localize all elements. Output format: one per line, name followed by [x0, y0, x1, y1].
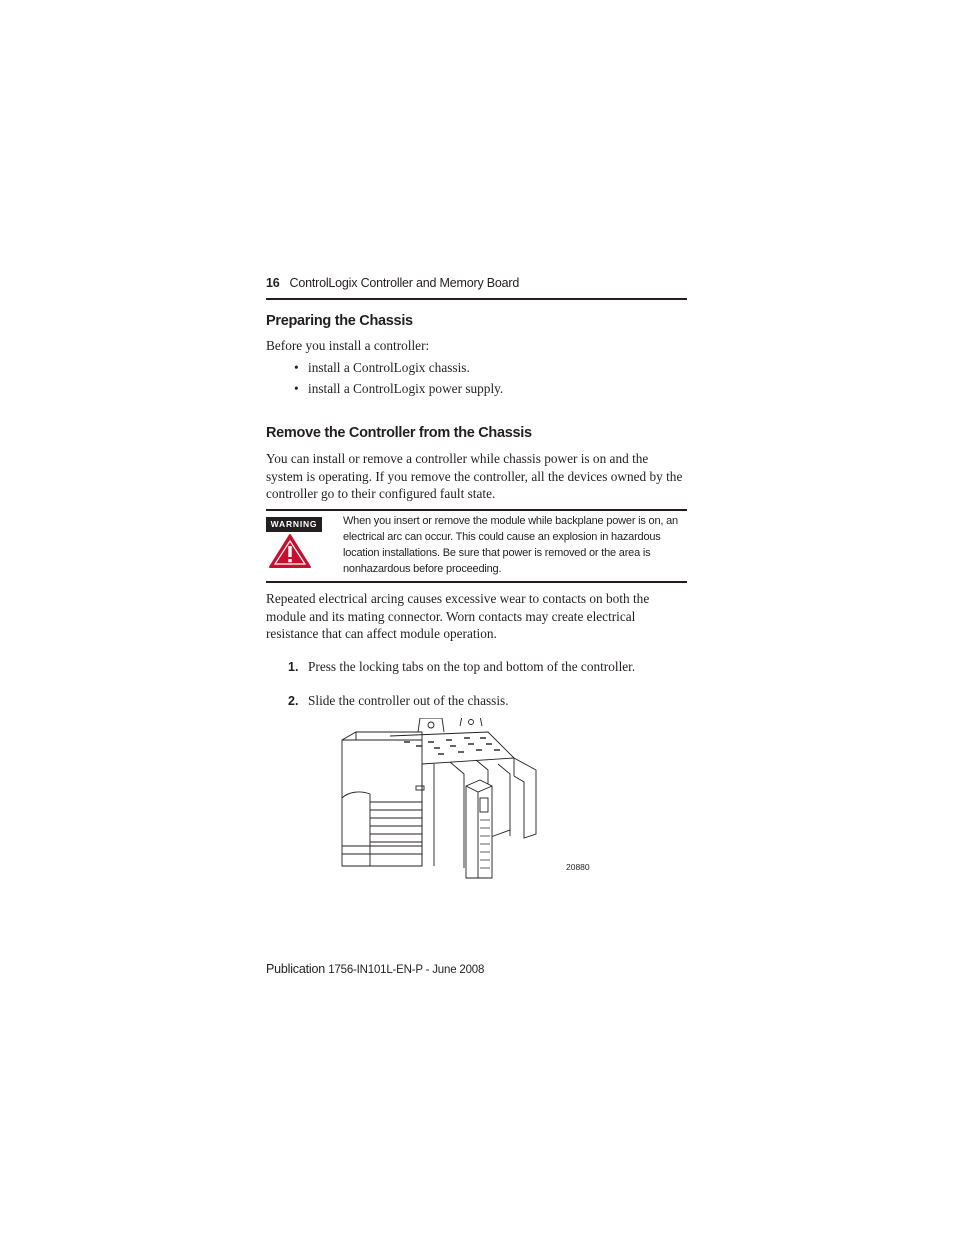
- page-footer: [266, 962, 484, 976]
- step-text: Slide the controller out of the chassis.: [308, 693, 509, 708]
- warning-text: When you insert or remove the module while backplane power is on, an electrical arc can occur. This could cause an explosion in hazardous location installations. Be sure that power is removed or the area is nonhazardous before proceeding.: [343, 515, 678, 575]
- intro-text: Before you install a controller:: [266, 338, 430, 353]
- warning-bottom-rule: [266, 581, 687, 583]
- section-heading-preparing: Preparing the Chassis: [266, 313, 413, 329]
- bullet-icon: •: [294, 381, 299, 396]
- step-item: [288, 659, 635, 675]
- step-item: [288, 693, 509, 709]
- bullet-item: • install a ControlLogix chassis.: [294, 360, 470, 375]
- header-title: ControlLogix Controller and Memory Board: [289, 276, 520, 290]
- step-number: 2.: [288, 694, 299, 708]
- page-number: 16: [266, 276, 280, 290]
- step-text: Press the locking tabs on the top and bottom of the controller.: [308, 659, 636, 674]
- warning-top-rule: [266, 509, 687, 511]
- publication-number: 1756-IN101L-EN-P - June 2008: [328, 964, 485, 976]
- figure-number: 20880: [566, 862, 590, 872]
- page-header: [266, 276, 519, 290]
- warning-triangle-icon: [268, 533, 312, 574]
- header-rule: [266, 298, 687, 300]
- bullet-item: • install a ControlLogix power supply.: [294, 381, 504, 396]
- body-paragraph: You can install or remove a controller while chassis power is on and the system is operating. If you remove the controller, all the devices owned by the controller go to their configured fault state.: [266, 451, 683, 501]
- warning-label: WARNING: [266, 517, 322, 532]
- chassis-illustration: [338, 718, 550, 887]
- section-heading-remove: Remove the Controller from the Chassis: [266, 425, 532, 441]
- step-number: 1.: [288, 660, 299, 674]
- bullet-icon: •: [294, 360, 299, 375]
- body-paragraph: Repeated electrical arcing causes excessive wear to contacts on both the module and its mating connector. Worn contacts may create electrical resistance that can affect module operation.: [266, 591, 650, 641]
- footer-label: Publication: [266, 962, 325, 976]
